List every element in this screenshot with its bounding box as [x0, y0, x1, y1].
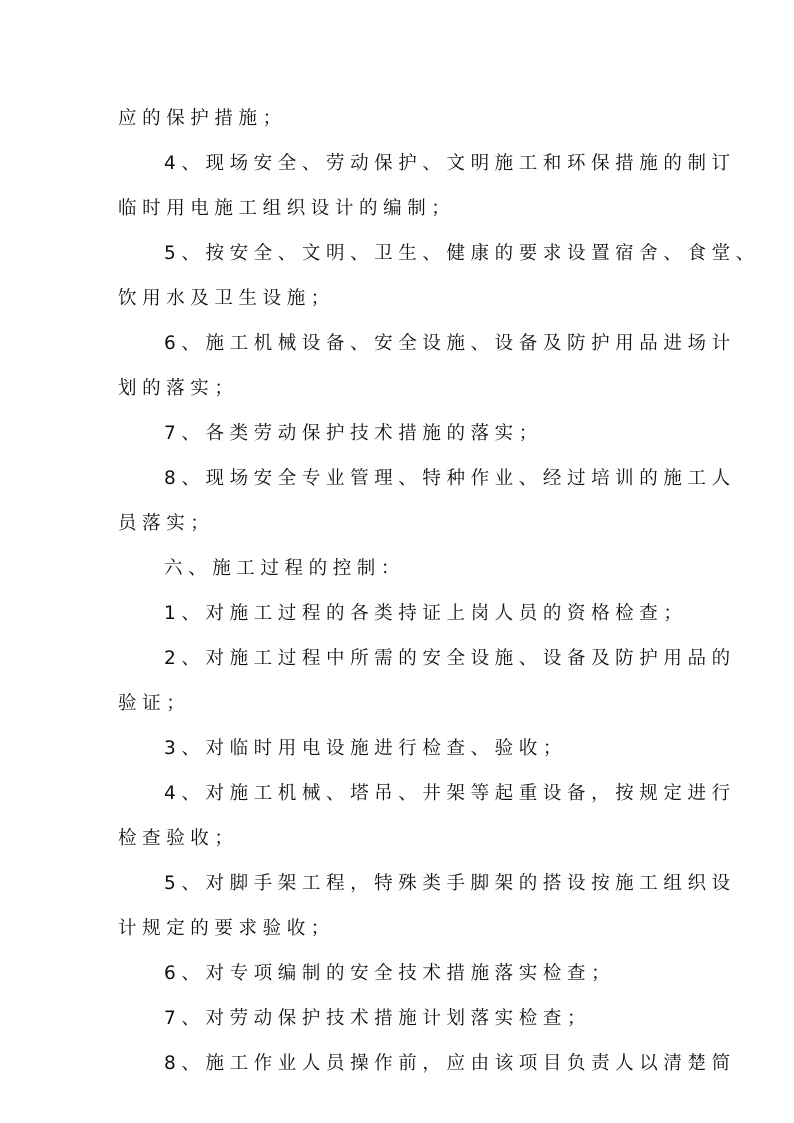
text-line: 计规定的要求验收； — [118, 918, 335, 939]
document-body — [118, 96, 760, 1086]
text-line: 划的落实； — [118, 378, 239, 399]
section-heading: 六、施工过程的控制： — [164, 558, 406, 579]
text-line: 5、对脚手架工程，特殊类手脚架的搭设按施工组织设 — [164, 873, 736, 894]
text-line: 7、各类劳动保护技术措施的落实； — [164, 423, 543, 444]
text-line: 6、对专项编制的安全技术措施落实检查； — [164, 963, 616, 984]
text-line: 应的保护措施； — [118, 108, 287, 129]
text-line: 员落实； — [118, 513, 215, 534]
text-line: 3、对临时用电设施进行检查、验收； — [164, 738, 567, 759]
text-line: 7、对劳动保护技术措施计划落实检查； — [164, 1008, 592, 1029]
text-line: 2、对施工过程中所需的安全设施、设备及防护用品的 — [164, 648, 736, 669]
text-line: 验证； — [118, 693, 191, 714]
text-line: 1、对施工过程的各类持证上岗人员的资格检查； — [164, 603, 688, 624]
text-line: 4、对施工机械、塔吊、井架等起重设备，按规定进行 — [164, 783, 736, 804]
text-line: 6、施工机械设备、安全设施、设备及防护用品进场计 — [164, 333, 736, 354]
text-line: 饮用水及卫生设施； — [118, 288, 335, 309]
text-line: 5、按安全、文明、卫生、健康的要求设置宿舍、食堂、 — [164, 243, 760, 264]
text-line: 检查验收； — [118, 828, 239, 849]
text-line: 8、现场安全专业管理、特种作业、经过培训的施工人 — [164, 468, 736, 489]
text-line: 4、现场安全、劳动保护、文明施工和环保措施的制订 — [164, 153, 736, 174]
text-line: 8、施工作业人员操作前，应由该项目负责人以清楚简 — [164, 1053, 736, 1074]
text-line: 临时用电施工组织设计的编制； — [118, 198, 456, 219]
